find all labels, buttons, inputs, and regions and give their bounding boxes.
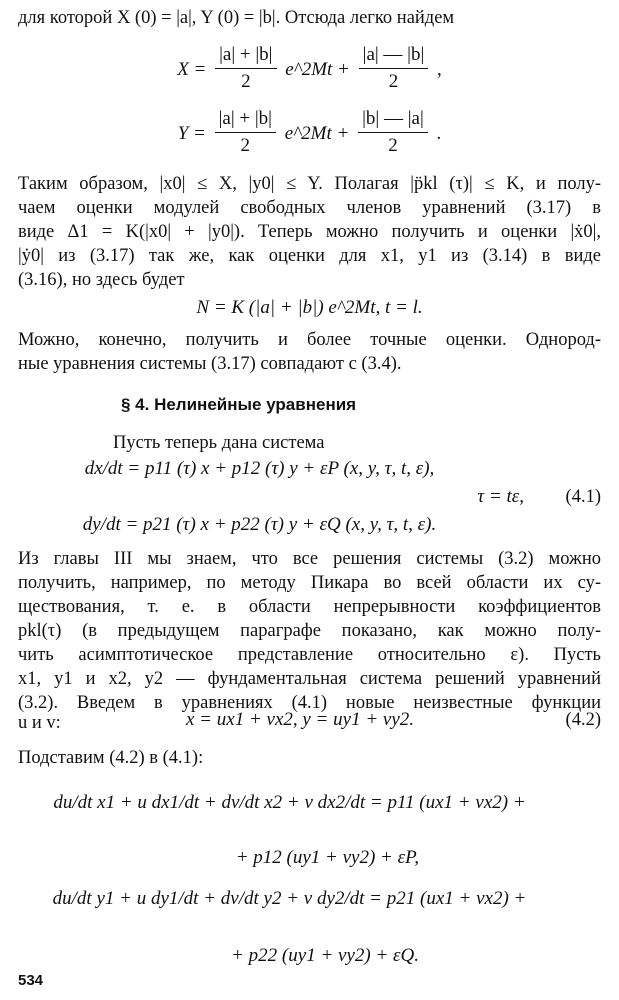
equation-4-1-c: dy/dt = p21 (τ) x + p22 (τ) y + εQ (x, y, τ, t, ε). — [82, 514, 437, 535]
text-line: u и v: — [18, 713, 61, 733]
text-line: |ẏ0| из (3.17) так же, как оценки для x1, y1 из (3.14) в виде — [18, 246, 601, 266]
equation-X: X = $\frac{|a| + |b|}{2}$ e^2Mt + $\frac{|a| — |b|}{2}$ , — [177, 44, 442, 92]
equation-system-a-1: du/dt x1 + u dx1/dt + dv/dt x2 + v dx2/dt = p11 (ux1 + vx2) + — [53, 792, 526, 813]
text-line: Можно, конечно, получить и более точные оценки. Однород- — [18, 330, 601, 350]
page-number: 534 — [18, 972, 44, 989]
text-line: виде Δ1 = K(|x0| + |y0|). Теперь можно получить и оценки |ẋ0|, — [18, 222, 601, 242]
equation-N: N = K (|a| + |b|) e^2Mt, t = l. — [196, 297, 423, 318]
text-line: (3.16), но здесь будет — [18, 270, 185, 290]
equation-4-1-a: dx/dt = p11 (τ) x + p12 (τ) y + εP (x, y, τ, t, ε), — [84, 458, 435, 479]
equation-Y: Y = $\frac{|a| + |b|}{2}$ e^2Mt + $\frac{|b| — |a|}{2}$ . — [177, 108, 442, 156]
equation-4-1-tau: τ = tε, — [477, 486, 524, 507]
equation-system-b-1: du/dt y1 + u dy1/dt + dv/dt y2 + v dy2/dt = p21 (ux1 + vx2) + — [52, 888, 527, 909]
text-line: x1, y1 и x2, y2 — фундаментальная система решений уравнений — [18, 669, 601, 689]
text-line: Таким образом, |x0| ≤ X, |y0| ≤ Y. Полагая |p̈kl (τ)| ≤ K, и полу- — [18, 174, 601, 194]
equation-system-b-2: + p22 (uy1 + vy2) + εQ. — [231, 945, 419, 966]
text-line: чить асимптотическое представление относительно ε). Пусть — [18, 645, 601, 665]
text-line: чаем оценки модулей свободных членов уравнений (3.17) в — [18, 198, 601, 218]
text-line: ществования, т. е. в области непрерывности коэффициентов — [18, 597, 601, 617]
section-heading: § 4. Нелинейные уравнения — [121, 395, 357, 414]
text-line: Подставим (4.2) в (4.1): — [18, 748, 204, 768]
text-line: pkl(τ) (в предыдущем параграфе показано, как можно полу- — [18, 621, 601, 641]
text-line: Пусть теперь дана система — [113, 433, 325, 453]
equation-4-2: x = ux1 + vx2, y = uy1 + vy2. — [186, 709, 414, 730]
text-line: (3.2). Введем в уравнениях (4.1) новые неизвестные функции — [18, 693, 601, 713]
text-line: получить, например, по методу Пикара во всей области их су- — [18, 573, 601, 593]
text-line: Из главы III мы знаем, что все решения системы (3.2) можно — [18, 549, 601, 569]
text-line: ные уравнения системы (3.17) совпадают с (3.4). — [18, 354, 402, 374]
equation-number: (4.1) — [565, 487, 601, 507]
equation-number: (4.2) — [565, 710, 601, 730]
equation-system-a-2: + p12 (uy1 + vy2) + εP, — [235, 847, 419, 868]
text-line: для которой X (0) = |a|, Y (0) = |b|. Отсюда легко найдем — [18, 8, 455, 28]
